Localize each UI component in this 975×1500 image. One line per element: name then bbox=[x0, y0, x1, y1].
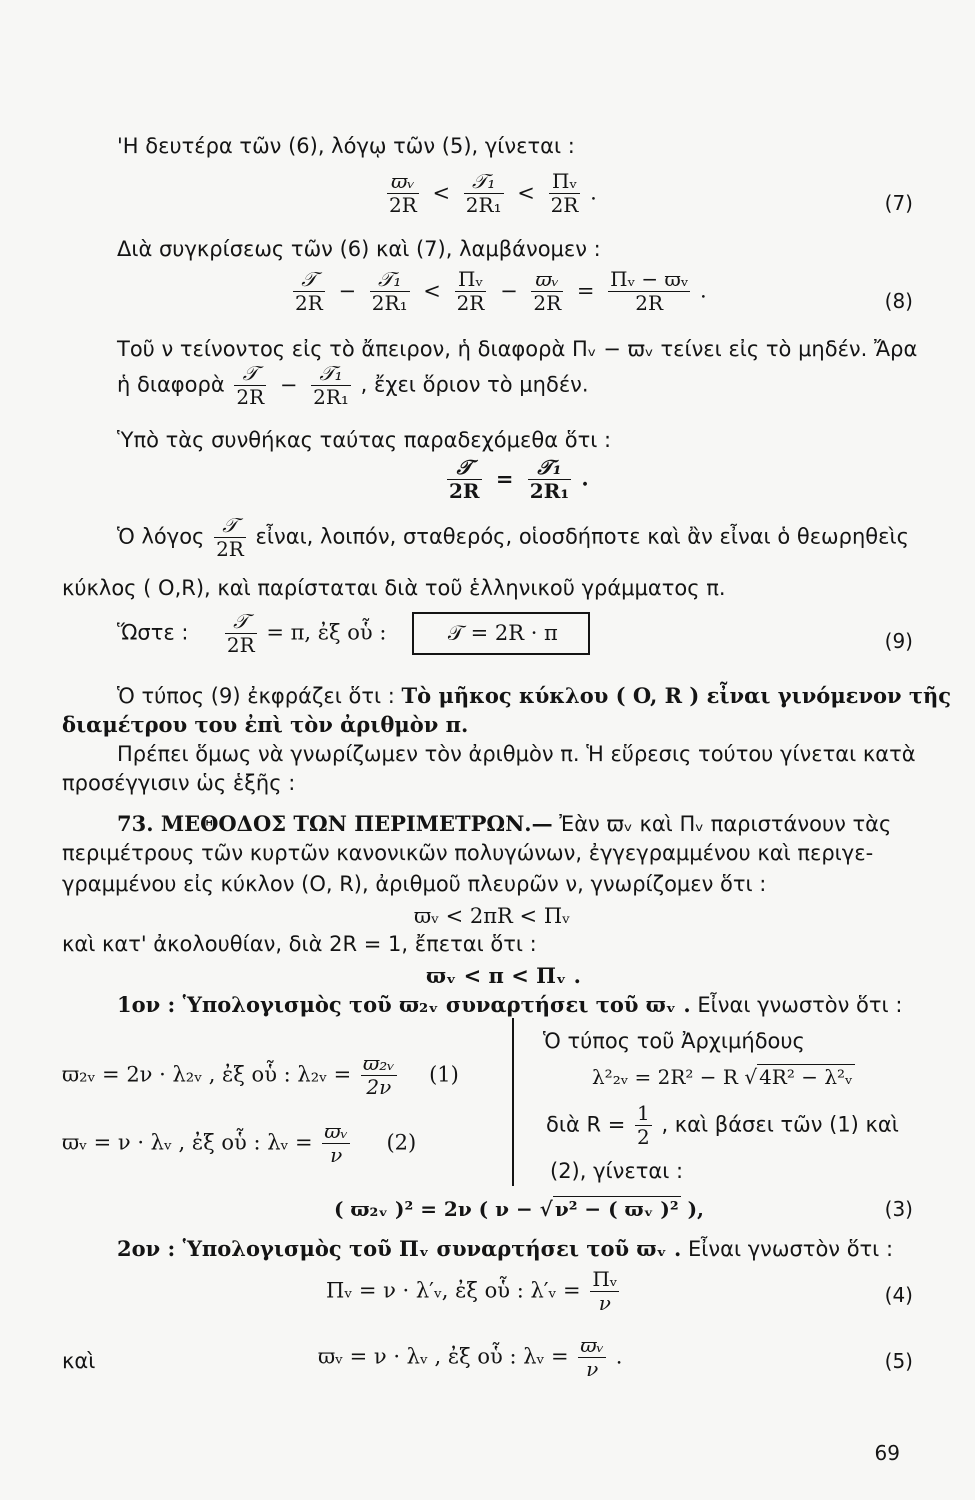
text-line: Ὁ τύπος (9) ἐκφράζει ὅτι : Τὸ μῆκος κύκλου ( O, R ) εἶναι γινόμενον τῆς bbox=[117, 683, 952, 708]
text-line: 'Η δευτέρα τῶν (6), λόγῳ τῶν (5), γίνεται : bbox=[117, 134, 575, 158]
inequality-1: ϖᵥ < 2πR < Πᵥ bbox=[414, 904, 570, 928]
text-line: ἡ διαφορὰ $\frac{\text{𝒯}}{2R}$ − $\frac{\text{𝒯₁}}{\text{2R₁}}$ , ἔχει ὅριον τὸ μηδέν. bbox=[117, 361, 589, 409]
text-line: Τοῦ ν τείνοντος εἰς τὸ ἄπειρον, ἡ διαφορὰ Πᵥ − ϖᵥ τείνει εἰς τὸ μηδέν. Ἄρα bbox=[117, 337, 918, 361]
text-line: Ὁ λόγος $\frac{\text{𝒯}}{2R}$ εἶναι, λοιπόν, σταθερός, οἱοσδήποτε καὶ ἂν εἶναι ὁ θεωρηθεὶς bbox=[117, 513, 909, 561]
fraction: $\frac{\text{𝒯₁}}{\text{2R₁}}$ bbox=[465, 169, 502, 217]
formula-1: ϖ₂ᵥ = 2ν · λ₂ᵥ , ἐξ οὗ : λ₂ᵥ = $\frac{\text{ϖ₂ᵥ}}{2\nu}$ (1) bbox=[62, 1051, 459, 1099]
text-line: Διὰ συγκρίσεως τῶν (6) καὶ (7), λαμβάνομεν : bbox=[117, 237, 601, 261]
text-line: διαμέτρου του ἐπὶ τὸν ἀριθμὸν π. bbox=[62, 712, 469, 737]
formula-5: ϖᵥ = ν · λᵥ , ἐξ οὗ : λᵥ = $\frac{\text{ϖᵥ}}{\nu}$ . bbox=[318, 1333, 623, 1381]
equation-number: (8) bbox=[884, 289, 913, 313]
text-line: προσέγγισιν ὡς ἑξῆς : bbox=[62, 771, 296, 795]
fraction: $\frac{\text{Πᵥ}}{2R}$ bbox=[550, 169, 579, 217]
brace-separator bbox=[512, 1018, 514, 1186]
formula-2: ϖᵥ = ν · λᵥ , ἐξ οὗ : λᵥ = $\frac{\text{ϖᵥ}}{\nu}$ (2) bbox=[62, 1119, 417, 1167]
text-line: διὰ R = $\frac{1}{2}$ , καὶ βάσει τῶν (1) καὶ bbox=[546, 1101, 899, 1149]
inequality-2: ϖᵥ < π < Πᵥ . bbox=[426, 963, 581, 988]
section-heading: 73. ΜΕΘΟΔΟΣ ΤΩΝ ΠΕΡΙΜΕΤΡΩΝ.— Ἐὰν ϖᵥ καὶ Πᵥ παριστάνουν τὰς bbox=[117, 811, 892, 836]
page-number: 69 bbox=[874, 1441, 900, 1465]
equation-number: (3) bbox=[884, 1197, 913, 1221]
subsection-heading: 1ον : Ὑπολογισμὸς τοῦ ϖ₂ᵥ συναρτήσει τοῦ ϖᵥ . Εἶναι γνωστὸν ὅτι : bbox=[117, 992, 903, 1017]
subsection-heading: 2ον : Ὑπολογισμὸς τοῦ Πᵥ συναρτήσει τοῦ ϖᵥ . Εἶναι γνωστὸν ὅτι : bbox=[117, 1236, 894, 1261]
equation-8: $\frac{\text{𝒯}}{2R}$ − $\frac{\text{𝒯₁}}{\text{2R₁}}$ < $\frac{\text{Πᵥ}}{2R}$ − $\frac{\text{ϖᵥ}}{2R}$ = $\frac{\text{Πᵥ − ϖᵥ}}{2R}$ . bbox=[295, 267, 707, 315]
text-line: Ὑπὸ τὰς συνθήκας ταύτας παραδεχόμεθα ὅτι : bbox=[117, 428, 612, 452]
equation-number: (4) bbox=[884, 1283, 913, 1307]
fraction: $\frac{\text{ϖᵥ}}{2R}$ bbox=[389, 169, 417, 217]
text-line: περιμέτρους τῶν κυρτῶν κανονικῶν πολυγώνων, ἐγγεγραμμένου καὶ περιγε- bbox=[62, 841, 874, 865]
equation-number: (9) bbox=[884, 629, 913, 653]
text-word: καὶ bbox=[62, 1349, 96, 1373]
equation-limit: $\frac{\text{𝒯}}{2R}$ = $\frac{\text{𝒯₁}}{\text{2R₁}}$ . bbox=[449, 455, 589, 503]
text-line-formula-9: Ὥστε : $\frac{\text{𝒯}}{2R}$ = π, ἐξ οὗ : 𝒯 = 2R · π bbox=[117, 610, 590, 657]
archimedes-formula: λ²₂ᵥ = 2R² − R √ 4R² − λ²ᵥ bbox=[592, 1065, 853, 1089]
equation-number: (5) bbox=[884, 1349, 913, 1373]
text-line: γραμμένου εἰς κύκλον (O, R), ἀριθμοῦ πλευρῶν ν, γνωρίζομεν ὅτι : bbox=[62, 872, 767, 896]
text-line: Πρέπει ὅμως νὰ γνωρίζωμεν τὸν ἀριθμὸν π. Ἡ εὕρεσις τούτου γίνεται κατὰ bbox=[117, 742, 916, 766]
text-line: καὶ κατ' ἀκολουθίαν, διὰ 2R = 1, ἔπεται ὅτι : bbox=[62, 932, 537, 956]
equation-number: (7) bbox=[884, 191, 913, 215]
formula-3: ( ϖ₂ᵥ )² = 2ν ( ν − √ ν² − ( ϖᵥ )² ), bbox=[334, 1197, 705, 1221]
formula-4: Πᵥ = ν · λ′ᵥ, ἐξ οὗ : λ′ᵥ = $\frac{\text{Πᵥ}}{\nu}$ bbox=[326, 1267, 618, 1315]
text-line: Ὁ τύπος τοῦ Ἀρχιμήδους bbox=[543, 1029, 805, 1053]
text-line: (2), γίνεται : bbox=[550, 1159, 684, 1183]
text-line: κύκλος ( O,R), καὶ παρίσταται διὰ τοῦ ἑλληνικοῦ γράμματος π. bbox=[62, 576, 726, 600]
equation-7: $\frac{\text{ϖᵥ}}{2R}$ < $\frac{\text{𝒯₁}}{\text{2R₁}}$ < $\frac{\text{Πᵥ}}{2R}$ . bbox=[389, 169, 597, 217]
boxed-formula: 𝒯 = 2R · π bbox=[412, 612, 590, 655]
